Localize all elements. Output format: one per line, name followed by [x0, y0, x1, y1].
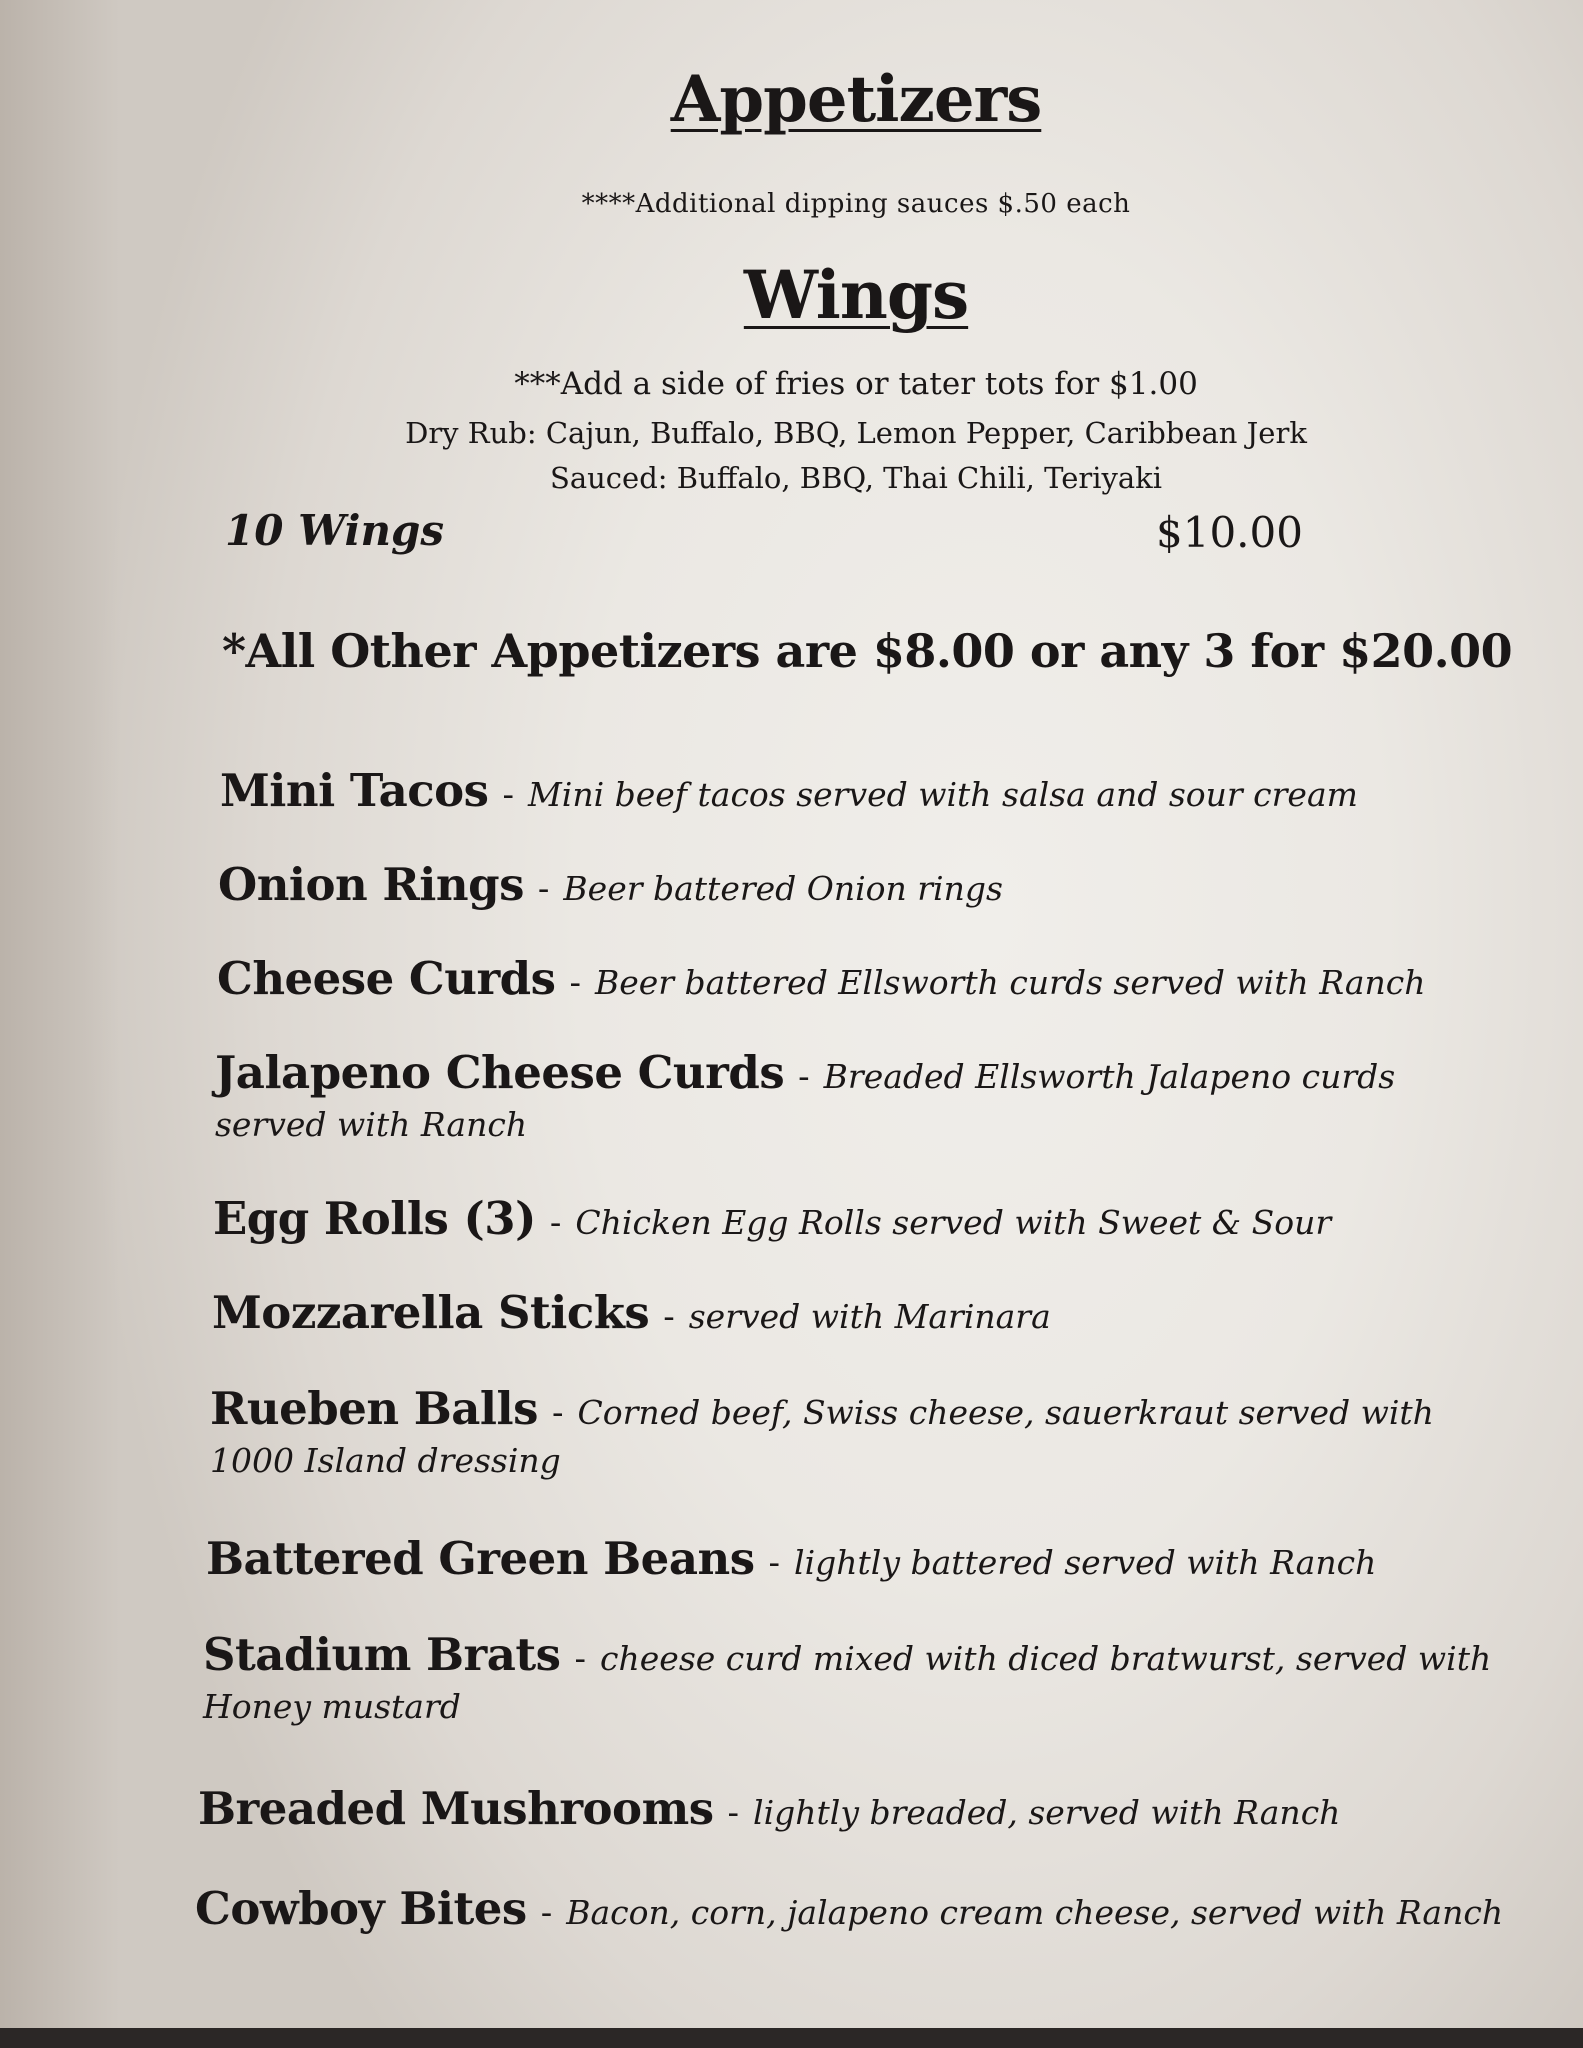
item-description-continued: served with Ranch [215, 1105, 528, 1144]
item-description: lightly breaded, served with Ranch [753, 1793, 1341, 1832]
item-description-continued: Honey mustard [203, 1687, 461, 1726]
item-dash: - [663, 1297, 675, 1337]
wings-heading: Wings [743, 256, 969, 334]
item-name: Cowboy Bites [195, 1882, 527, 1935]
item-name: Mozzarella Sticks [212, 1286, 650, 1339]
menu-item-battered-green-beans [206, 1532, 1376, 1585]
fries-note: ***Add a side of fries or tater tots for $1.00 [514, 366, 1198, 402]
item-description: served with Marinara [688, 1297, 1051, 1336]
wings-item-price: $10.00 [1156, 508, 1303, 557]
item-description: cheese curd mixed with diced bratwurst, served with [600, 1639, 1492, 1678]
menu-item-stadium-brats [203, 1628, 1491, 1726]
other-appetizers-note: *All Other Appetizers are $8.00 or any 3 for $20.00 [222, 624, 1513, 678]
item-dash: - [551, 1393, 564, 1433]
menu-item-onion-rings [218, 858, 1003, 911]
item-name: Stadium Brats [203, 1628, 561, 1681]
item-description: Beer battered Onion rings [563, 869, 1003, 908]
item-name: Cheese Curds [217, 952, 556, 1005]
menu-item-mozzarella-sticks [212, 1286, 1051, 1339]
item-dash: - [768, 1543, 781, 1583]
item-name: Breaded Mushrooms [198, 1782, 714, 1835]
menu-item-breaded-mushrooms [198, 1782, 1340, 1835]
item-name: Egg Rolls (3) [213, 1192, 536, 1245]
item-dash: - [798, 1057, 810, 1097]
appetizers-heading: Appetizers [670, 62, 1042, 137]
menu-item-jalapeno-cheese-curds [215, 1046, 1395, 1144]
item-description: Mini beef tacos served with salsa and sour cream [527, 775, 1358, 814]
menu-item-cowboy-bites [195, 1882, 1503, 1935]
item-dash: - [569, 963, 581, 1003]
item-dash: - [574, 1639, 587, 1679]
item-description: Chicken Egg Rolls served with Sweet & Sour [575, 1203, 1332, 1242]
item-description: Beer battered Ellsworth curds served with Ranch [594, 963, 1426, 1002]
menu-item-rueben-balls [210, 1382, 1434, 1480]
item-dash: - [727, 1793, 740, 1833]
item-description: Breaded Ellsworth Jalapeno curds [823, 1057, 1396, 1096]
item-description: Bacon, corn, jalapeno cream cheese, served with Ranch [566, 1893, 1504, 1932]
menu-item-cheese-curds [217, 952, 1426, 1005]
item-dash: - [549, 1203, 562, 1243]
item-name: Rueben Balls [210, 1382, 538, 1435]
item-name: Jalapeno Cheese Curds [215, 1046, 785, 1099]
item-description-continued: 1000 Island dressing [210, 1441, 561, 1480]
item-dash: - [537, 869, 550, 909]
menu-item-mini-tacos [220, 764, 1358, 817]
item-name: Onion Rings [218, 858, 524, 911]
dipping-sauces-note: ****Additional dipping sauces $.50 each [581, 189, 1131, 219]
wings-item-name: 10 Wings [225, 506, 445, 555]
item-name: Battered Green Beans [206, 1532, 755, 1585]
page-bottom-edge [0, 2028, 1583, 2048]
item-description: lightly battered served with Ranch [794, 1543, 1377, 1582]
item-dash: - [540, 1893, 553, 1933]
sauced-options: Sauced: Buffalo, BBQ, Thai Chili, Teriyaki [549, 461, 1163, 495]
dry-rub-options: Dry Rub: Cajun, Buffalo, BBQ, Lemon Pepper, Caribbean Jerk [405, 416, 1307, 450]
item-dash: - [502, 775, 514, 815]
menu-item-egg-rolls [213, 1192, 1331, 1245]
item-name: Mini Tacos [220, 764, 489, 817]
item-description: Corned beef, Swiss cheese, sauerkraut served with [577, 1393, 1434, 1432]
